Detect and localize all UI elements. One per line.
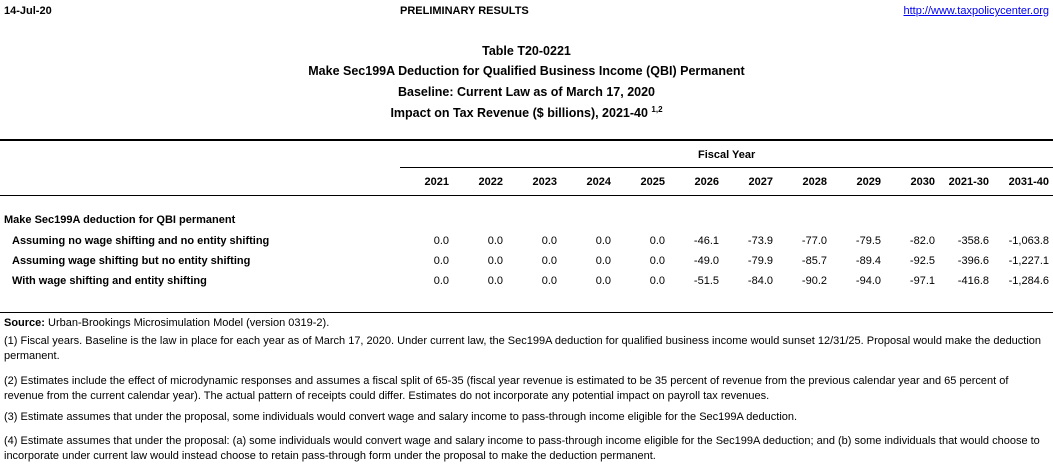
row-label: Assuming wage shifting but no entity shifting	[12, 255, 251, 267]
table-cell: -396.6	[957, 255, 989, 267]
source-text: Urban-Brookings Microsimulation Model (version 0319-2).	[44, 317, 330, 329]
footnote-2: (2) Estimates include the effect of microdynamic responses and assumes a fiscal split of 65-35 (fiscal year revenue is estimated to be 35 percent of revenue from the previous calendar year and 65 percent of revenue from the current calendar year). The actual pattern of receipts could differ. Estimates do not incorporate any potential impact on payroll tax revenues.	[4, 375, 1009, 402]
table-title: Make Sec199A Deduction for Qualified Business Income (QBI) Permanent	[308, 64, 745, 78]
table-cell: 0.0	[595, 255, 611, 267]
year-header: 2025	[640, 176, 665, 188]
table-cell: -73.9	[747, 235, 773, 247]
year-header: 2023	[532, 176, 557, 188]
table-cell: 0.0	[649, 275, 665, 287]
year-header: 2021	[424, 176, 449, 188]
footnote-3: (3) Estimate assumes that under the proposal, some individuals would convert wage and salary income to pass-through income eligible for the Sec199A deduction.	[4, 411, 798, 423]
source-label: Source:	[4, 317, 45, 329]
table-cell: 0.0	[541, 275, 557, 287]
table-cell: 0.0	[487, 235, 503, 247]
table-cell: 0.0	[433, 235, 449, 247]
table-cell: -358.6	[957, 235, 989, 247]
table-cell: -46.1	[693, 235, 719, 247]
row-label: With wage shifting and entity shifting	[12, 275, 207, 287]
baseline-title: Baseline: Current Law as of March 17, 2020	[397, 85, 656, 99]
table-cell: 0.0	[649, 255, 665, 267]
source-note	[4, 316, 1044, 331]
fiscal-year-underline	[400, 167, 1053, 168]
footnote-4: (4) Estimate assumes that under the proposal: (a) some individuals would convert wage and salary income to pass-through income eligible for the Sec199A deduction; and (b) some individuals that would choose to incorporate under current law would instead choose to retain pass-through form under the proposal to make the deduction permanent.	[4, 435, 1040, 462]
year-header: 2029	[856, 176, 881, 188]
source-link[interactable]: http://www.taxpolicycenter.org	[903, 5, 1049, 17]
table-cell: -92.5	[909, 255, 935, 267]
table-cell: -49.0	[693, 255, 719, 267]
bottom-rule	[0, 312, 1053, 313]
impact-title	[0, 106, 1053, 120]
table-cell: -85.7	[801, 255, 827, 267]
report-date: 14-Jul-20	[4, 5, 52, 17]
year-header: 2024	[586, 176, 611, 188]
table-cell: -97.1	[909, 275, 935, 287]
year-header: 2021-30	[948, 176, 989, 188]
preliminary-label: PRELIMINARY RESULTS	[400, 5, 529, 17]
table-cell: -82.0	[909, 235, 935, 247]
footnote-1: (1) Fiscal years. Baseline is the law in place for each year as of March 17, 2020. Under current law, the Sec199A deduction for qualified business income would sunset 12/31/25. Proposal would make the deduction permanent.	[4, 335, 1042, 362]
header-rule	[0, 195, 1053, 196]
table-cell: 0.0	[649, 235, 665, 247]
table-cell: -79.9	[747, 255, 773, 267]
table-cell: -416.8	[957, 275, 989, 287]
table-cell: 0.0	[433, 255, 449, 267]
table-cell: -77.0	[801, 235, 827, 247]
table-cell: -94.0	[855, 275, 881, 287]
year-header: 2030	[910, 176, 935, 188]
table-cell: 0.0	[595, 275, 611, 287]
table-cell: -84.0	[747, 275, 773, 287]
table-cell: 0.0	[487, 275, 503, 287]
table-cell: -1,063.8	[1008, 235, 1049, 247]
table-cell: 0.0	[433, 275, 449, 287]
table-cell: -79.5	[855, 235, 881, 247]
table-id: Table T20-0221	[482, 44, 571, 58]
year-header: 2027	[748, 176, 773, 188]
fiscal-year-header: Fiscal Year	[698, 149, 756, 161]
year-header: 2031-40	[1008, 176, 1049, 188]
table-cell: 0.0	[595, 235, 611, 247]
section-label: Make Sec199A deduction for QBI permanent	[4, 214, 236, 226]
impact-text: Impact on Tax Revenue ($ billions), 2021-40	[390, 106, 648, 120]
table-cell: -90.2	[801, 275, 827, 287]
year-header: 2026	[694, 176, 719, 188]
row-label: Assuming no wage shifting and no entity shifting	[12, 235, 270, 247]
table-cell: -89.4	[855, 255, 881, 267]
table-cell: -1,284.6	[1008, 275, 1049, 287]
table-cell: -1,227.1	[1008, 255, 1049, 267]
year-header: 2028	[802, 176, 827, 188]
table-cell: -51.5	[693, 275, 719, 287]
impact-footnote-ref: 1,2	[651, 104, 663, 114]
top-rule	[0, 139, 1053, 141]
year-header: 2022	[478, 176, 503, 188]
table-cell: 0.0	[487, 255, 503, 267]
table-cell: 0.0	[541, 235, 557, 247]
table-cell: 0.0	[541, 255, 557, 267]
